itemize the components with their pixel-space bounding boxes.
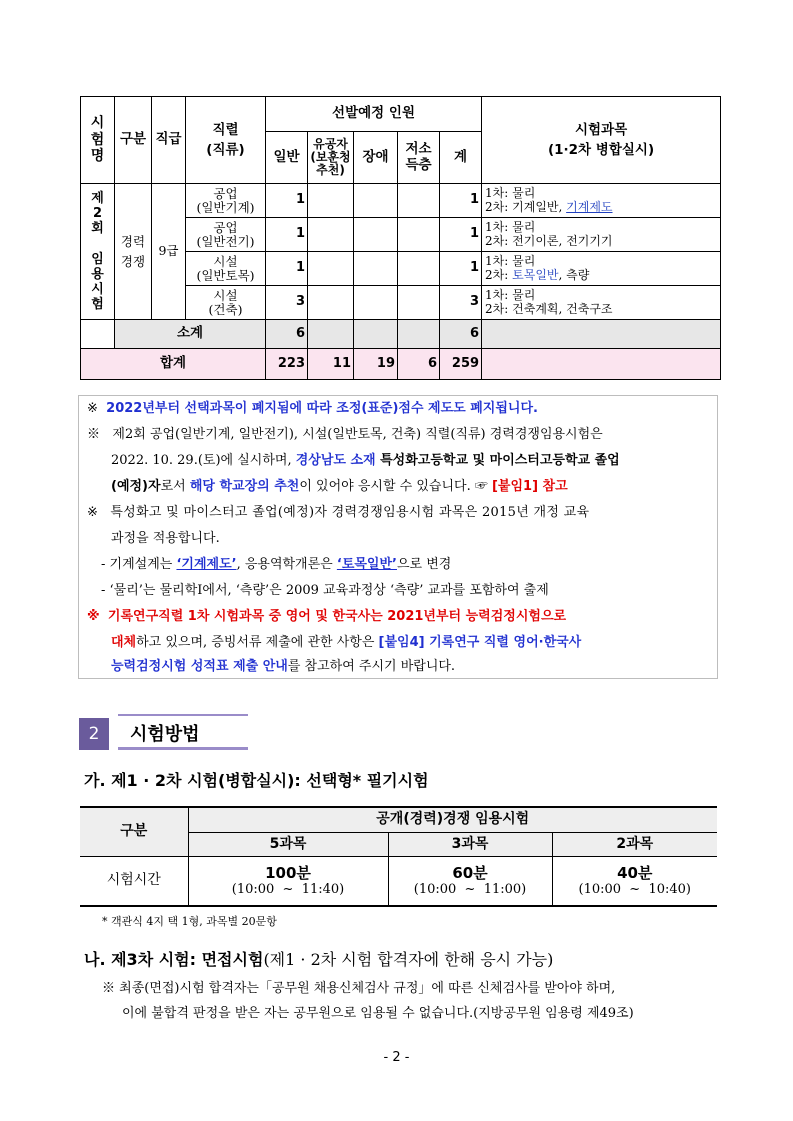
note-2-line-2 xyxy=(111,448,620,474)
exam-name: 제 2 회 임 용 시 험 xyxy=(81,184,115,320)
time-range: (10:00 ~ 11:40) xyxy=(231,881,345,897)
note-1-text: 2022년부터 선택과목이 폐지됨에 따라 조정(표준)점수 제도도 폐지됩니다. xyxy=(106,401,538,416)
note-mark: ※ xyxy=(87,427,101,442)
notes-box xyxy=(78,395,718,679)
disabled-count xyxy=(354,252,398,286)
header-subjects-note: (1·2차 병합실시) xyxy=(547,142,655,158)
note-4-line-3 xyxy=(111,654,455,680)
lowincome-count xyxy=(398,218,440,252)
note-3-detail-1 xyxy=(101,552,451,578)
disabled-count xyxy=(354,184,398,218)
note-4-text-2: 하고 있으며, 증빙서류 제출에 관한 사항은 xyxy=(136,635,379,650)
job-cell: 공업 (일반전기) xyxy=(186,218,266,252)
note-2-region: 경상남도 소재 xyxy=(295,453,376,468)
note-2-line-1 xyxy=(87,422,603,448)
subheading-b-rest: (제1 · 2차 시험 합격자에 한해 응시 가능) xyxy=(263,950,554,969)
grandtotal-total: 259 xyxy=(440,349,482,380)
time-range: (10:00 ~ 10:40) xyxy=(578,881,691,897)
subjects-cell xyxy=(482,286,721,320)
subjects-cell xyxy=(482,252,721,286)
general-count: 1 xyxy=(266,252,308,286)
t2-col-3: 3과목 xyxy=(388,832,552,856)
header-subjects xyxy=(482,97,721,184)
subject-first: 1차: 물리 xyxy=(485,185,536,200)
grandtotal-lowincome: 6 xyxy=(398,349,440,380)
subject-second-text: 2차: xyxy=(485,267,513,282)
note-2-text-2: 로서 xyxy=(160,479,190,494)
interview-note-line-2: 이에 불합격 판정을 받은 자는 공무원으로 임용될 수 없습니다.(지방공무원 임용령 제49조) xyxy=(122,1006,634,1021)
t2-cell-5 xyxy=(188,856,388,906)
note-mark: ※ xyxy=(87,505,98,520)
t2-cell-3 xyxy=(388,856,552,906)
t2-row-label: 시험시간 xyxy=(80,856,188,906)
subtotal-lowincome xyxy=(398,320,440,349)
note-4-text-3: 를 참고하여 주시기 바랍니다. xyxy=(287,659,456,674)
t2-group: 공개(경력)경쟁 임용시험 xyxy=(188,807,717,832)
note-3-text-1: 특성화고 및 마이스터고 졸업(예정)자 경력경쟁임용시험 과목은 2015년 개정 교육 xyxy=(110,505,590,520)
note-4-attachment: [붙임4] 기록연구 직렬 영어·한국사 xyxy=(378,635,582,650)
subheading-a: 가. 제1 · 2차 시험(병합실시): 선택형* 필기시험 xyxy=(84,771,429,790)
detail-1-text-3: 으로 변경 xyxy=(396,557,452,572)
note-2-school: 특성화고등학교 및 마이스터고등학교 졸업 xyxy=(375,453,620,468)
job-cell: 시설 (건축) xyxy=(186,286,266,320)
disabled-count xyxy=(354,218,398,252)
note-4-line-2 xyxy=(111,630,581,656)
note-4-text-1: 기록연구직렬 1차 시험과목 중 영어 및 한국사는 2021년부터 능력검정시험으로 xyxy=(107,609,567,624)
subject-second-text: 2차: 기계일반, xyxy=(485,199,567,214)
header-exam: 시 험 명 xyxy=(81,97,115,184)
subject-first: 1차: 물리 xyxy=(485,287,536,302)
subject-first: 1차: 물리 xyxy=(485,219,536,234)
subjects-cell xyxy=(482,184,721,218)
subtotal-disabled xyxy=(354,320,398,349)
subject-second xyxy=(485,269,720,283)
subtotal-total: 6 xyxy=(440,320,482,349)
t2-col-5: 5과목 xyxy=(188,832,388,856)
merit-count xyxy=(308,252,354,286)
recruitment-table xyxy=(80,96,721,380)
job-cell: 시설 (일반토목) xyxy=(186,252,266,286)
header-subjects-title: 시험과목 xyxy=(574,121,628,138)
lowincome-count xyxy=(398,252,440,286)
section-title: 시험방법 xyxy=(118,714,248,750)
category-value: 경력 경쟁 xyxy=(115,184,152,320)
header-disabled: 장애 xyxy=(354,132,398,184)
subtotal-general: 6 xyxy=(266,320,308,349)
lowincome-count xyxy=(398,184,440,218)
total-count: 1 xyxy=(440,184,482,218)
subject-second: 2차: 건축계획, 건축구조 xyxy=(485,301,613,316)
note-2-recommend: 해당 학교장의 추천 xyxy=(189,479,300,494)
total-count: 1 xyxy=(440,252,482,286)
subtotal-spacer xyxy=(81,320,115,349)
subject-changed: 기계제도 xyxy=(566,199,613,214)
duration: 100분 xyxy=(265,863,311,882)
general-count: 3 xyxy=(266,286,308,320)
time-range: (10:00 ~ 11:00) xyxy=(413,881,527,897)
note-1 xyxy=(87,396,538,422)
header-lowincome: 저소 득층 xyxy=(398,132,440,184)
subtotal-label: 소계 xyxy=(115,320,266,349)
subject-first: 1차: 물리 xyxy=(485,253,536,268)
merit-count xyxy=(308,184,354,218)
subheading-b-bold: 나. 제3차 시험: 면접시험 xyxy=(84,950,264,969)
detail-1-subject-a: ‘기계제도’ xyxy=(176,557,237,572)
subheading-b xyxy=(84,947,553,970)
note-2-attachment: [붙임1] 참고 xyxy=(491,479,568,494)
grade-value: 9급 xyxy=(152,184,186,320)
detail-1-text: - 기계설계는 xyxy=(101,557,177,572)
job-cell: 공업 (일반기계) xyxy=(186,184,266,218)
note-3-detail-2: - ‘물리’는 물리학Ⅰ에서, ‘측량’은 2009 교육과정상 ‘측량’ 교과를 포함하여 출제 xyxy=(101,583,549,598)
subtotal-merit xyxy=(308,320,354,349)
detail-1-text-2: , 응용역학개론은 xyxy=(236,557,337,572)
section-number: 2 xyxy=(79,718,109,750)
note-2-graduate: (예정)자 xyxy=(111,479,161,494)
subtotal-subjects xyxy=(482,320,721,349)
note-3-line-2: 과정을 적용합니다. xyxy=(111,531,220,546)
header-job: 직렬 (직류) xyxy=(186,97,266,184)
grandtotal-general: 223 xyxy=(266,349,308,380)
subjects-cell xyxy=(482,218,721,252)
t2-col-2: 2과목 xyxy=(552,832,717,856)
merit-count xyxy=(308,218,354,252)
lowincome-count xyxy=(398,286,440,320)
note-2-line-3 xyxy=(111,474,568,500)
subject-second: 2차: 전기이론, 전기기기 xyxy=(485,233,613,248)
general-count: 1 xyxy=(266,218,308,252)
duration: 40분 xyxy=(617,863,653,882)
note-4-guide: 능력검정시험 성적표 제출 안내 xyxy=(111,659,288,674)
note-4-line-1 xyxy=(87,604,566,630)
header-grade: 직급 xyxy=(152,97,186,184)
grandtotal-merit: 11 xyxy=(308,349,354,380)
header-category: 구분 xyxy=(115,97,152,184)
t2-cell-2 xyxy=(552,856,717,906)
grandtotal-subjects xyxy=(482,349,721,380)
note-3-line-1 xyxy=(87,500,589,526)
exam-time-table xyxy=(80,806,717,907)
note-2-date: 2022. 10. 29.(토)에 실시하며, xyxy=(111,453,296,468)
note-mark: ※ xyxy=(87,609,100,624)
header-planned: 선발예정 인원 xyxy=(266,97,482,132)
general-count: 1 xyxy=(266,184,308,218)
subject-second xyxy=(485,201,720,215)
table-footnote: * 객관식 4지 택 1형, 과목별 20문항 xyxy=(102,915,277,928)
page-number: - 2 - xyxy=(383,1050,410,1065)
grandtotal-disabled: 19 xyxy=(354,349,398,380)
disabled-count xyxy=(354,286,398,320)
duration: 60분 xyxy=(452,863,488,882)
merit-count xyxy=(308,286,354,320)
total-count: 3 xyxy=(440,286,482,320)
subject-second-rest: , 측량 xyxy=(558,267,590,282)
note-2-text-1: 제2회 공업(일반기계, 일반전기), 시설(일반토목, 건축) 직렬(직류) 경력경쟁임용시험은 xyxy=(112,427,603,442)
detail-1-subject-b: ‘토목일반’ xyxy=(336,557,397,572)
subject-changed: 토목일반 xyxy=(512,267,559,282)
note-2-text-3: 이 있어야 응시할 수 있습니다. ☞ xyxy=(299,479,492,494)
header-total: 계 xyxy=(440,132,482,184)
t2-category: 구분 xyxy=(80,807,188,856)
grandtotal-label: 합계 xyxy=(81,349,266,380)
total-count: 1 xyxy=(440,218,482,252)
header-merit: 유공자 (보훈청 추천) xyxy=(308,132,354,184)
header-general: 일반 xyxy=(266,132,308,184)
interview-note-line-1: ※ 최종(면접)시험 합격자는「공무원 채용신체검사 규정」에 따른 신체검사를 받아야 하며, xyxy=(102,981,616,996)
note-4-replace: 대체 xyxy=(111,635,137,650)
note-mark: ※ xyxy=(87,401,98,416)
